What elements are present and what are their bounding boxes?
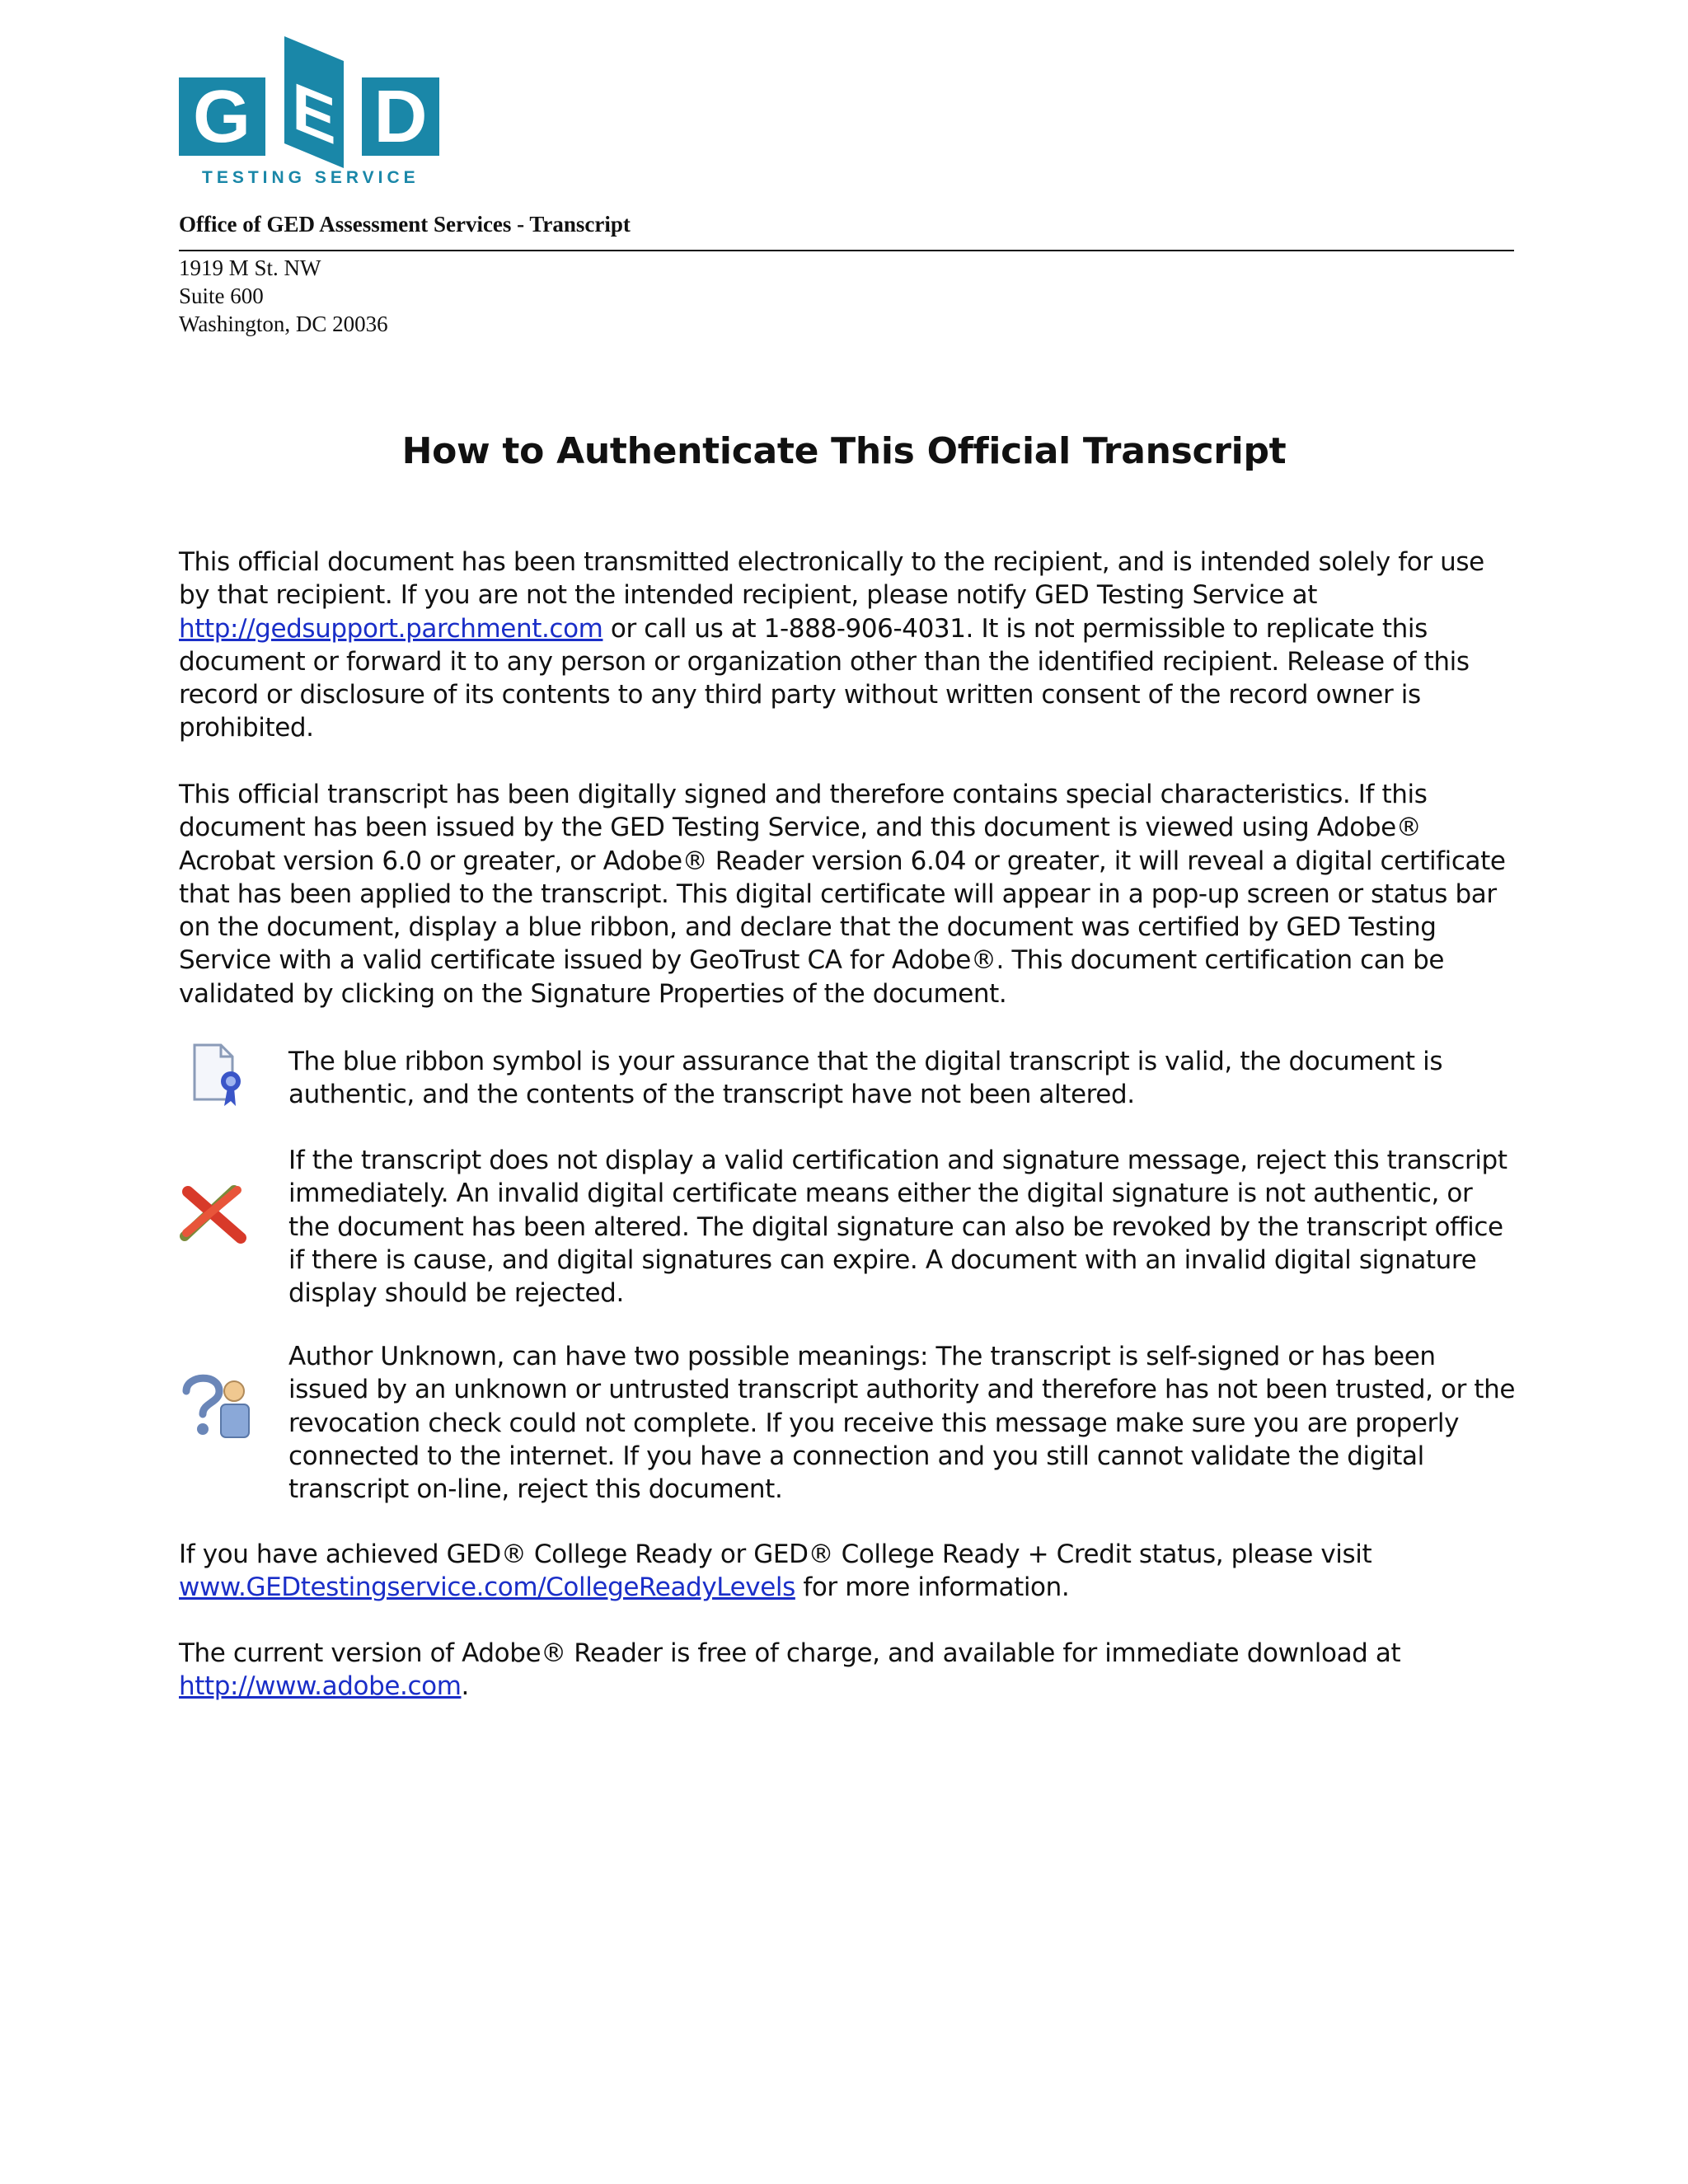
college-ready-text-1: If you have achieved GED® College Ready or GED® College Ready + Credit status, please visit xyxy=(179,1540,1372,1569)
ribbon-item-text: The blue ribbon symbol is your assurance that the digital transcript is valid, the document is authentic, and the contents of the transcript have not been altered. xyxy=(288,1047,1443,1110)
page-title: How to Authenticate This Official Transcript xyxy=(401,430,1287,472)
support-link[interactable]: http://gedsupport.parchment.com xyxy=(179,613,603,644)
signed-paragraph: This official transcript has been digitally signed and therefore contains special characteristics. If this document has been issued by the GED Testing Service, and this document is viewed using Adobe® Acrobat version 6.0 or greater, or Adobe® Reader version 6.04 or greater, it will reveal a digital certificate that has been applied to the transcript. This digital certificate will appear in a pop-up screen or status bar on the document, display a blue ribbon, and declare that the document was certified by GED Testing Service with a valid certificate issued by GeoTrust CA for Adobe®. This document certification can be validated by clicking on the Signature Properties of the document. xyxy=(179,780,1506,1009)
intro-text-2: or call us at 1-888-906-4031. It is not permissible to replicate this document or forward it to any person or organization other than the identified recipient. Release of this record or disclosure of its contents to any third party without written consent of the record owner is prohibited. xyxy=(179,613,1470,743)
blue-ribbon-icon xyxy=(188,1042,247,1108)
intro-text-1: This official document has been transmitted electronically to the recipient, and is intended solely for use by that recipient. If you are not the intended recipient, please notify GED Testing Service at xyxy=(179,547,1484,611)
college-ready-text-2: for more information. xyxy=(795,1572,1070,1603)
office-heading: Office of GED Assessment Services - Transcript xyxy=(179,212,631,237)
adobe-text-1: The current version of Adobe® Reader is free of charge, and available for immediate download at xyxy=(179,1638,1401,1668)
adobe-paragraph xyxy=(179,1637,1518,1704)
address-line-2: Suite 600 xyxy=(179,284,264,308)
address-line-3: Washington, DC 20036 xyxy=(179,312,388,336)
adobe-text-2: . xyxy=(461,1671,469,1702)
intro-paragraph xyxy=(179,546,1518,745)
logo-letter-d: D xyxy=(373,76,428,158)
logo-tagline: TESTING SERVICE xyxy=(202,168,420,187)
logo-letter-g: G xyxy=(192,76,251,158)
unknown-item-text: Author Unknown, can have two possible meanings: The transcript is self-signed or has been issued by an unknown or untrusted transcript authority and therefore has not been trusted, or the revocation check could not complete. If you receive this message make sure you are properly connected to the internet. If you have a connection and you still cannot validate the digital transcript on-line, reject this document. xyxy=(288,1342,1516,1505)
college-ready-link[interactable]: www.GEDtestingservice.com/CollegeReadyLevels xyxy=(179,1572,795,1603)
adobe-link[interactable]: http://www.adobe.com xyxy=(179,1671,462,1702)
logo-letter-e: E xyxy=(292,68,336,160)
invalid-signature-icon xyxy=(176,1182,251,1244)
header-divider xyxy=(179,250,1514,251)
author-unknown-icon xyxy=(178,1368,256,1442)
invalid-item-text: If the transcript does not display a valid certification and signature message, reject this transcript immediately. An invalid digital certificate means either the digital signature is not authentic, or the document has been altered. The digital signature can also be revoked by the transcript office if there is cause, and digital signatures can expire. A document with an invalid digital signature display should be rejected. xyxy=(288,1146,1507,1309)
college-ready-paragraph xyxy=(179,1538,1518,1605)
address-line-1: 1919 M St. NW xyxy=(179,255,321,280)
office-address xyxy=(179,254,388,338)
